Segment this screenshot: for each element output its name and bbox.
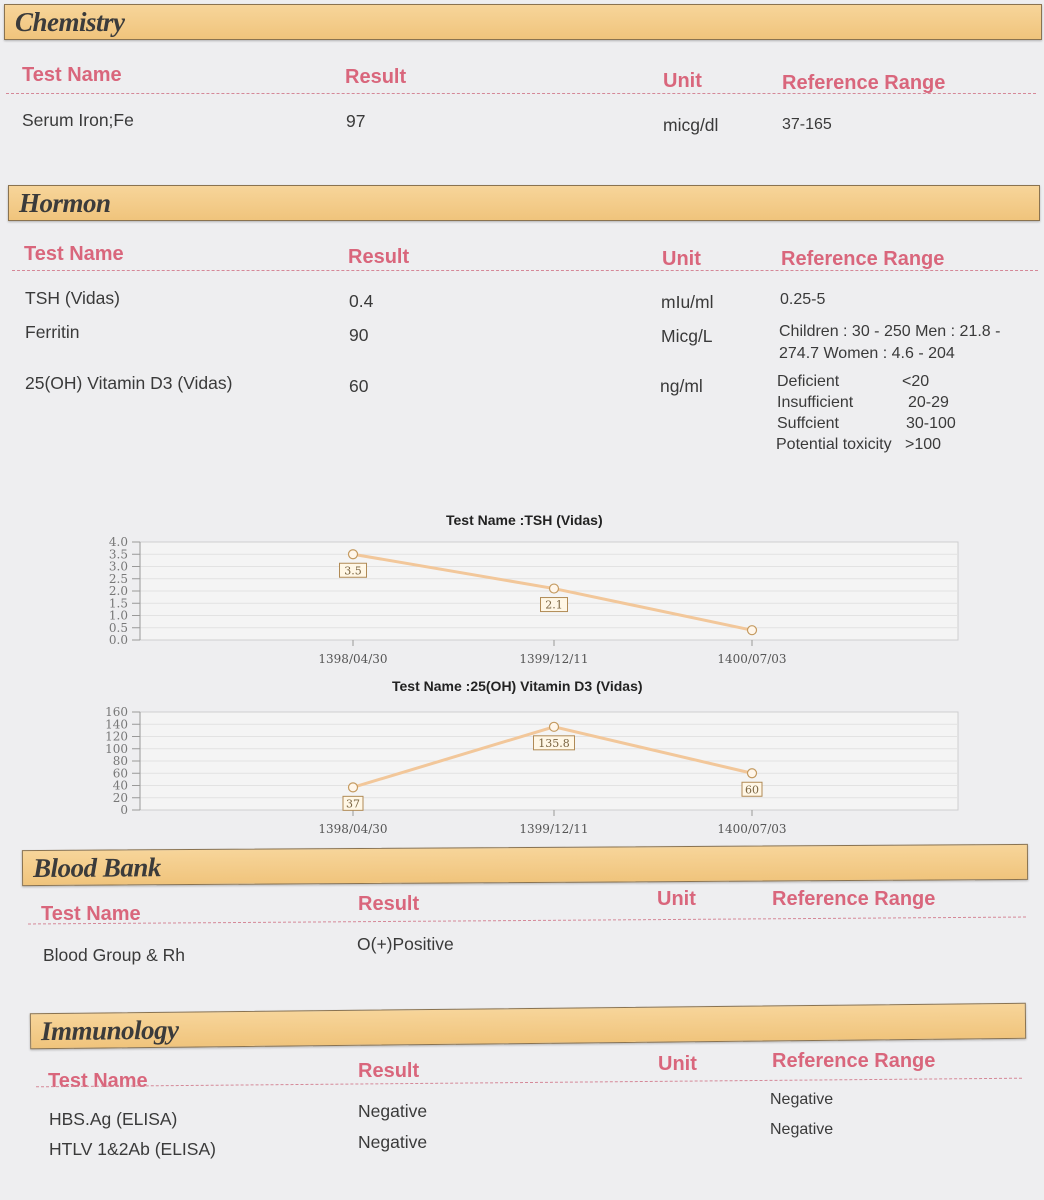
hormon-row-name: Ferritin [25,322,80,342]
hormon-row-range-line: Children : 30 - 250 Men : 21.8 - [779,323,1001,340]
immunology-row-name: HBS.Ag (ELISA) [49,1109,178,1129]
hormon-row-range: 0.25-5 [780,291,826,308]
y-tick-label: 3.5 [108,547,128,562]
chemistry-row-name: Serum Iron;Fe [22,110,134,130]
tsh-chart-title: Test Name :TSH (Vidas) [446,512,603,528]
x-tick-label: 1400/07/03 [717,822,787,836]
chemistry-row-unit: micg/dl [663,115,719,135]
immunology-header-test-name: Test Name [48,1070,148,1092]
immunology-row-result: Negative [358,1132,428,1152]
hormon-row-name: TSH (Vidas) [25,288,120,308]
blood-bank-header-test-name: Test Name [41,903,141,925]
immunology-row-name: HTLV 1&2Ab (ELISA) [49,1139,216,1159]
data-label: 37 [346,797,360,811]
y-tick-label: 160 [105,705,128,719]
data-point [550,722,559,731]
y-tick-label: 3.0 [108,559,128,574]
hormon-header-result: Result [348,246,410,268]
vitd-chart-title: Test Name :25(OH) Vitamin D3 (Vidas) [392,678,643,694]
blood-bank-header-divider [28,917,1026,925]
chemistry-header-unit: Unit [663,70,702,92]
hormon-row-unit: mIu/ml [661,292,714,312]
chemistry-section-bar [4,4,1042,40]
x-tick-label: 1400/07/03 [717,652,787,666]
data-point [748,769,757,778]
y-tick-label: 40 [112,778,128,793]
chemistry-row-range: 37-165 [782,116,832,133]
chemistry-header-reference-range: Reference Range [782,72,946,94]
immunology-section-bar [30,1003,1026,1049]
y-tick-label: 80 [112,754,128,768]
x-tick-label: 1398/04/30 [318,652,388,666]
hormon-row-result: 60 [349,376,369,396]
blood-bank-header-reference-range: Reference Range [772,888,936,910]
hormon-row-unit: Micg/L [661,326,713,346]
y-tick-label: 140 [105,717,128,732]
tsh-chart [90,530,970,670]
hormon-header-divider [12,270,1038,271]
data-point [550,584,559,593]
y-tick-label: 60 [112,766,128,781]
vitd-range-value: 30-100 [906,415,956,432]
immunology-row-range: Negative [770,1091,834,1108]
immunology-header-unit: Unit [658,1053,697,1075]
hormon-header-reference-range: Reference Range [781,248,945,270]
vitd-range-value: <20 [902,373,930,390]
hormon-header-unit: Unit [662,248,701,270]
y-tick-label: 2.0 [108,584,128,598]
x-tick-label: 1399/12/11 [519,822,589,836]
chemistry-header-test-name: Test Name [22,64,122,86]
data-label: 135.8 [538,736,570,750]
vitd-chart [90,700,970,840]
immunology-row-result: Negative [358,1101,428,1121]
data-point [349,783,358,792]
hormon-row-result: 90 [349,325,369,345]
y-tick-label: 4.0 [108,535,128,549]
chemistry-header-result: Result [345,66,407,88]
data-label: 2.1 [545,598,563,612]
vitd-range-label: Suffcient [777,415,839,432]
hormon-title: Hormon [19,188,111,218]
x-tick-label: 1398/04/30 [318,822,388,836]
blood-bank-title: Blood Bank [32,852,161,884]
immunology-header-result: Result [358,1060,420,1082]
hormon-header-test-name: Test Name [24,243,124,265]
hormon-row-range-line: 274.7 Women : 4.6 - 204 [779,345,955,362]
blood-bank-header-result: Result [358,893,420,915]
y-tick-label: 2.5 [108,571,128,586]
vitd-range-label: Deficient [777,373,840,390]
chemistry-title: Chemistry [15,7,125,37]
data-point [748,626,757,635]
data-label: 60 [745,783,759,797]
vitd-range-label: Potential toxicity [776,436,892,453]
immunology-row-range: Negative [770,1121,834,1138]
blood-bank-row-result: O(+)Positive [357,934,454,954]
x-tick-label: 1399/12/11 [519,652,589,666]
immunology-title: Immunology [40,1014,179,1047]
y-tick-label: 1.5 [108,596,128,611]
blood-bank-row-name: Blood Group & Rh [43,945,186,965]
y-tick-label: 100 [105,741,128,756]
blood-bank-header-unit: Unit [657,888,696,910]
y-tick-label: 0.5 [108,620,128,635]
y-tick-label: 1.0 [108,608,128,623]
hormon-row-unit: ng/ml [660,376,703,396]
hormon-row-name: 25(OH) Vitamin D3 (Vidas) [25,373,233,393]
vitd-range-label: Insufficient [777,394,854,411]
y-tick-label: 0.0 [108,633,128,647]
immunology-header-divider [36,1078,1022,1088]
y-tick-label: 120 [105,729,128,744]
vitd-range-value: >100 [905,436,942,453]
data-label: 3.5 [344,564,362,578]
chemistry-header-divider [6,93,1036,94]
y-tick-label: 20 [112,790,128,805]
data-point [349,550,358,559]
y-tick-label: 0 [120,803,128,817]
blood-bank-section-bar [22,844,1028,886]
chemistry-row-result: 97 [346,111,366,131]
immunology-header-reference-range: Reference Range [772,1050,936,1072]
hormon-section-bar [8,185,1040,221]
hormon-row-result: 0.4 [349,291,374,311]
vitd-range-value: 20-29 [908,394,949,411]
